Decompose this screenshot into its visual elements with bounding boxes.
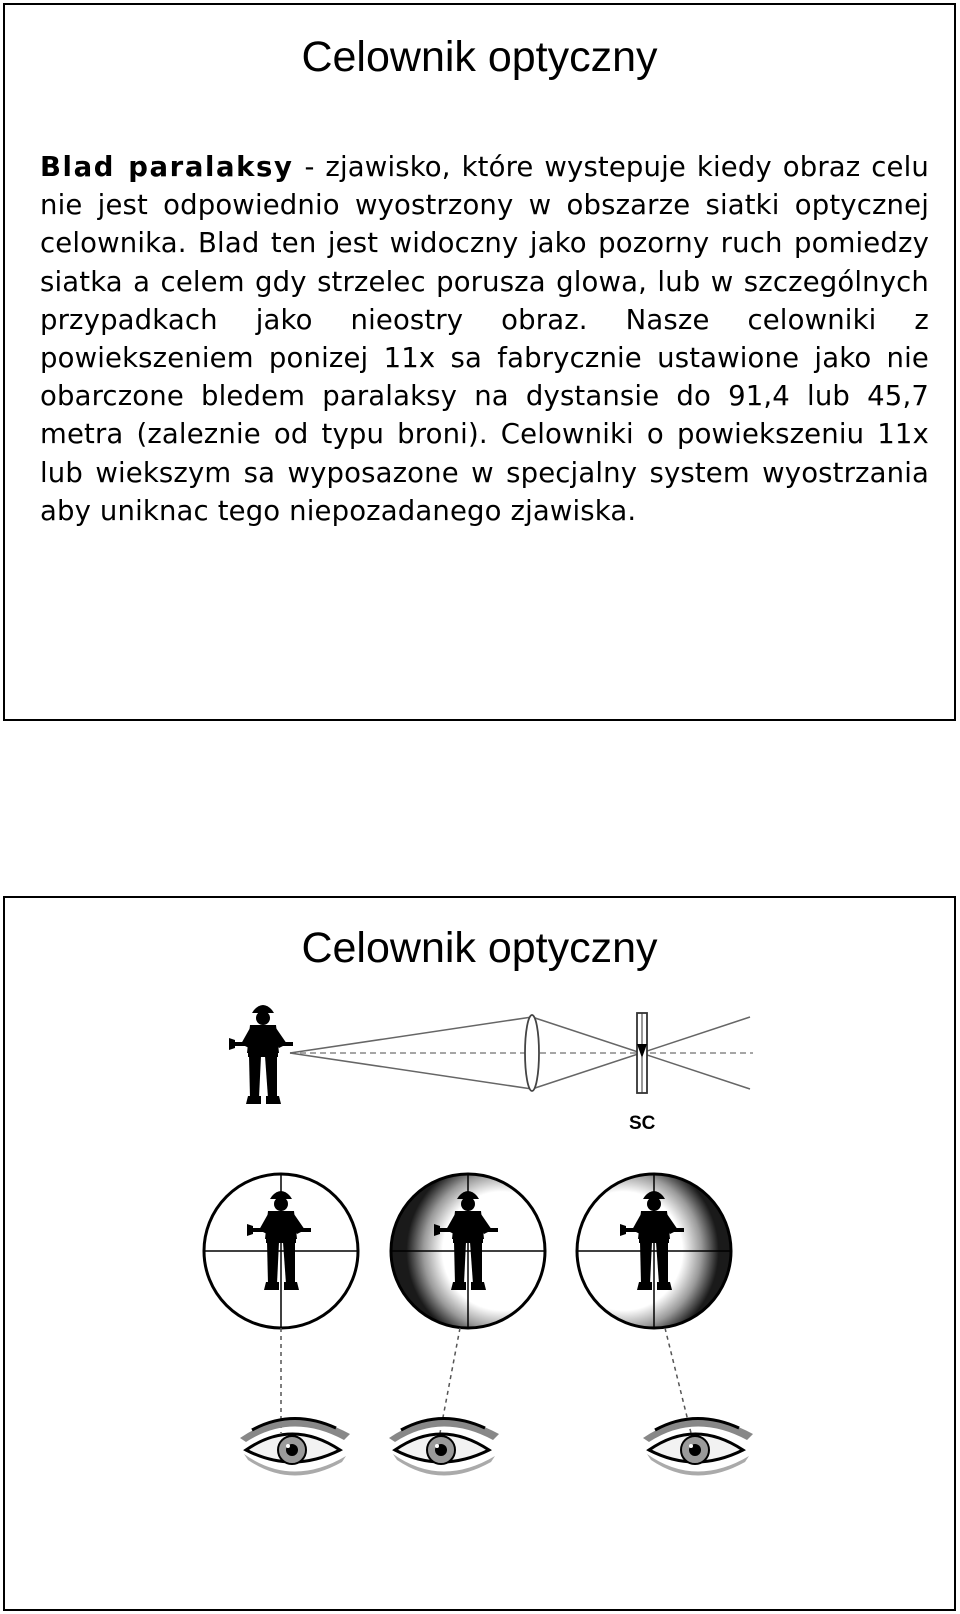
eye-icon [240, 1418, 350, 1475]
scope-views [204, 1174, 731, 1433]
eye-icon [389, 1418, 499, 1475]
scope-view-shadow-right [577, 1174, 731, 1433]
eye-icon [643, 1418, 753, 1475]
sc-label: SC [629, 1113, 656, 1134]
lens-icon [525, 1015, 539, 1091]
scope-view-shadow-left [391, 1174, 545, 1433]
slide-1-body [40, 148, 929, 530]
slide-2-title: Celownik optyczny [301, 924, 658, 972]
slide-1 [3, 3, 956, 721]
term-parallax: Blad paralaksy [40, 151, 294, 183]
slide-1-title: Celownik optyczny [301, 33, 658, 81]
slide-2 [3, 896, 956, 1611]
parallax-diagram [5, 898, 954, 1609]
target-soldier-icon [229, 1005, 293, 1104]
eyes-row [240, 1418, 753, 1475]
definition-text: - zjawisko, które wystepuje kiedy obraz celu nie jest odpowiednio wyostrzony w obszarze siatki optycznej celownika. Blad ten jest widoczny jako pozorny ruch pomiedzy siatka a celem gdy strzelec porusza glowa, lub w szczególnych przypadkach jako nieostry obraz. Nasze celowniki z powiekszeniem ponizej 11x sa fabrycznie ustawione jako nie obarczone bledem paralaksy na dystansie do 91,4 lub 45,7 metra (zaleznie od typu broni). Celowniki o powiekszeniu 11x lub wiekszym sa wyposazone w specjalny system wyostrzania aby uniknac tego niepozadanego zjawiska. [40, 151, 929, 527]
scope-view-sharp [204, 1174, 358, 1433]
optical-path-diagram [229, 1005, 753, 1134]
